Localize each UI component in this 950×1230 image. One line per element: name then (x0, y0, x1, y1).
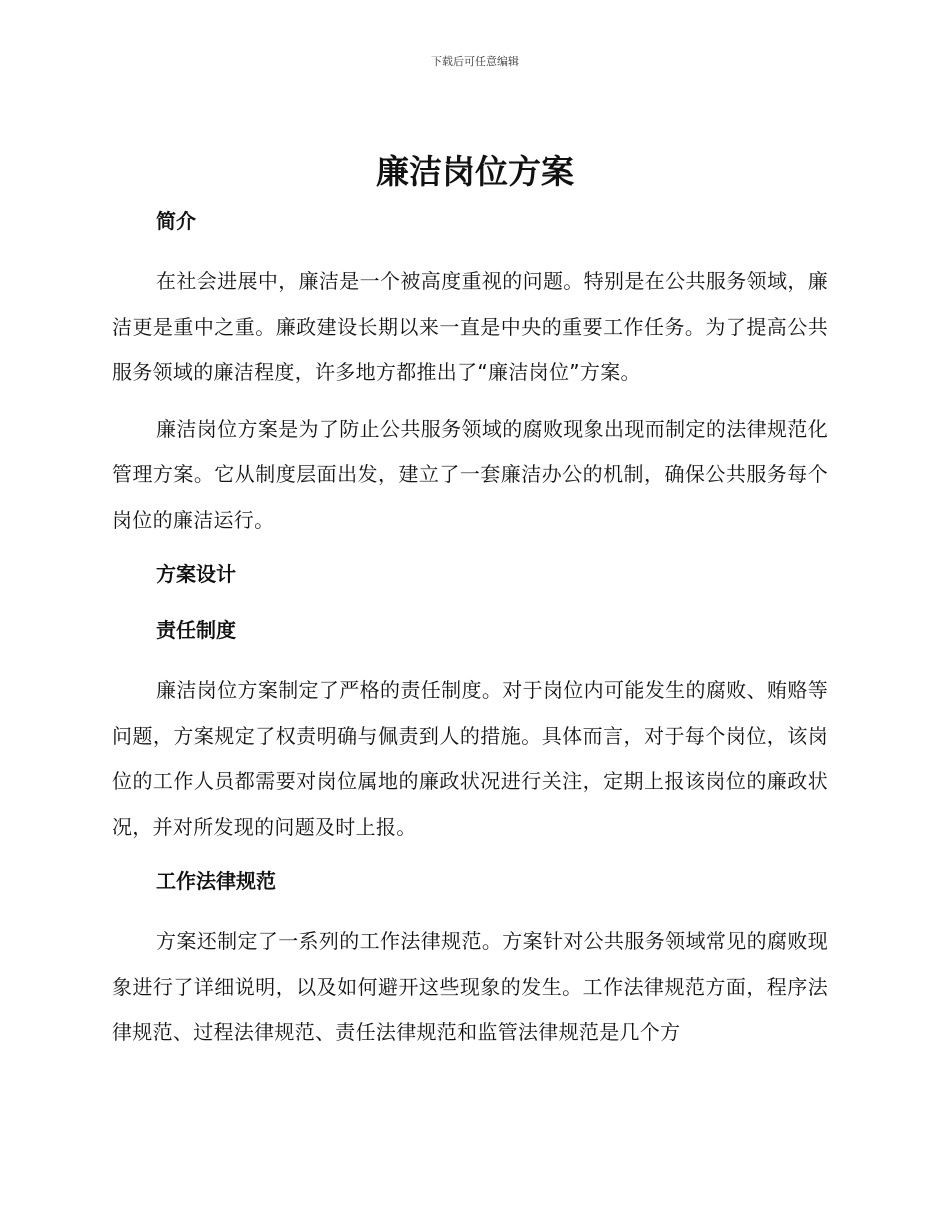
page-header: 下载后可任意编辑 (431, 55, 519, 68)
paragraph-responsibility: 廉洁岗位方案制定了严格的责任制度。对于岗位内可能发生的腐败、贿赂等问题，方案规定了权责明确与佩责到人的措施。具体而言，对于每个岗位，该岗位的工作人员都需要对岗位属地的廉政状况进行关注，定期上报该岗位的廉政状况，并对所发现的问题及时上报。 (112, 678, 828, 839)
heading-responsibility-system: 责任制度 (156, 618, 236, 642)
paragraph-intro-1: 在社会进展中，廉洁是一个被高度重视的问题。特别是在公共服务领域，廉洁更是重中之重。廉政建设长期以来一直是中央的重要工作任务。为了提高公共服务领域的廉洁程度，许多地方都推出了“廉洁岗位”方案。 (112, 269, 828, 384)
document-body (112, 203, 828, 1067)
heading-work-legal-norms: 工作法律规范 (156, 869, 276, 893)
document-title: 廉洁岗位方案 (376, 152, 574, 191)
heading-plan-design: 方案设计 (156, 562, 236, 586)
paragraph-intro-2: 廉洁岗位方案是为了防止公共服务领域的腐败现象出现而制定的法律规范化管理方案。它从制度层面出发，建立了一套廉洁办公的机制，确保公共服务每个岗位的廉洁运行。 (112, 416, 828, 532)
heading-introduction: 简介 (156, 209, 196, 233)
paragraph-legal-norms: 方案还制定了一系列的工作法律规范。方案针对公共服务领域常见的腐败现象进行了详细说明，以及如何避开这些现象的发生。工作法律规范方面，程序法律规范、过程法律规范、责任法律规范和监管法律规范是几个方 (112, 929, 828, 1044)
